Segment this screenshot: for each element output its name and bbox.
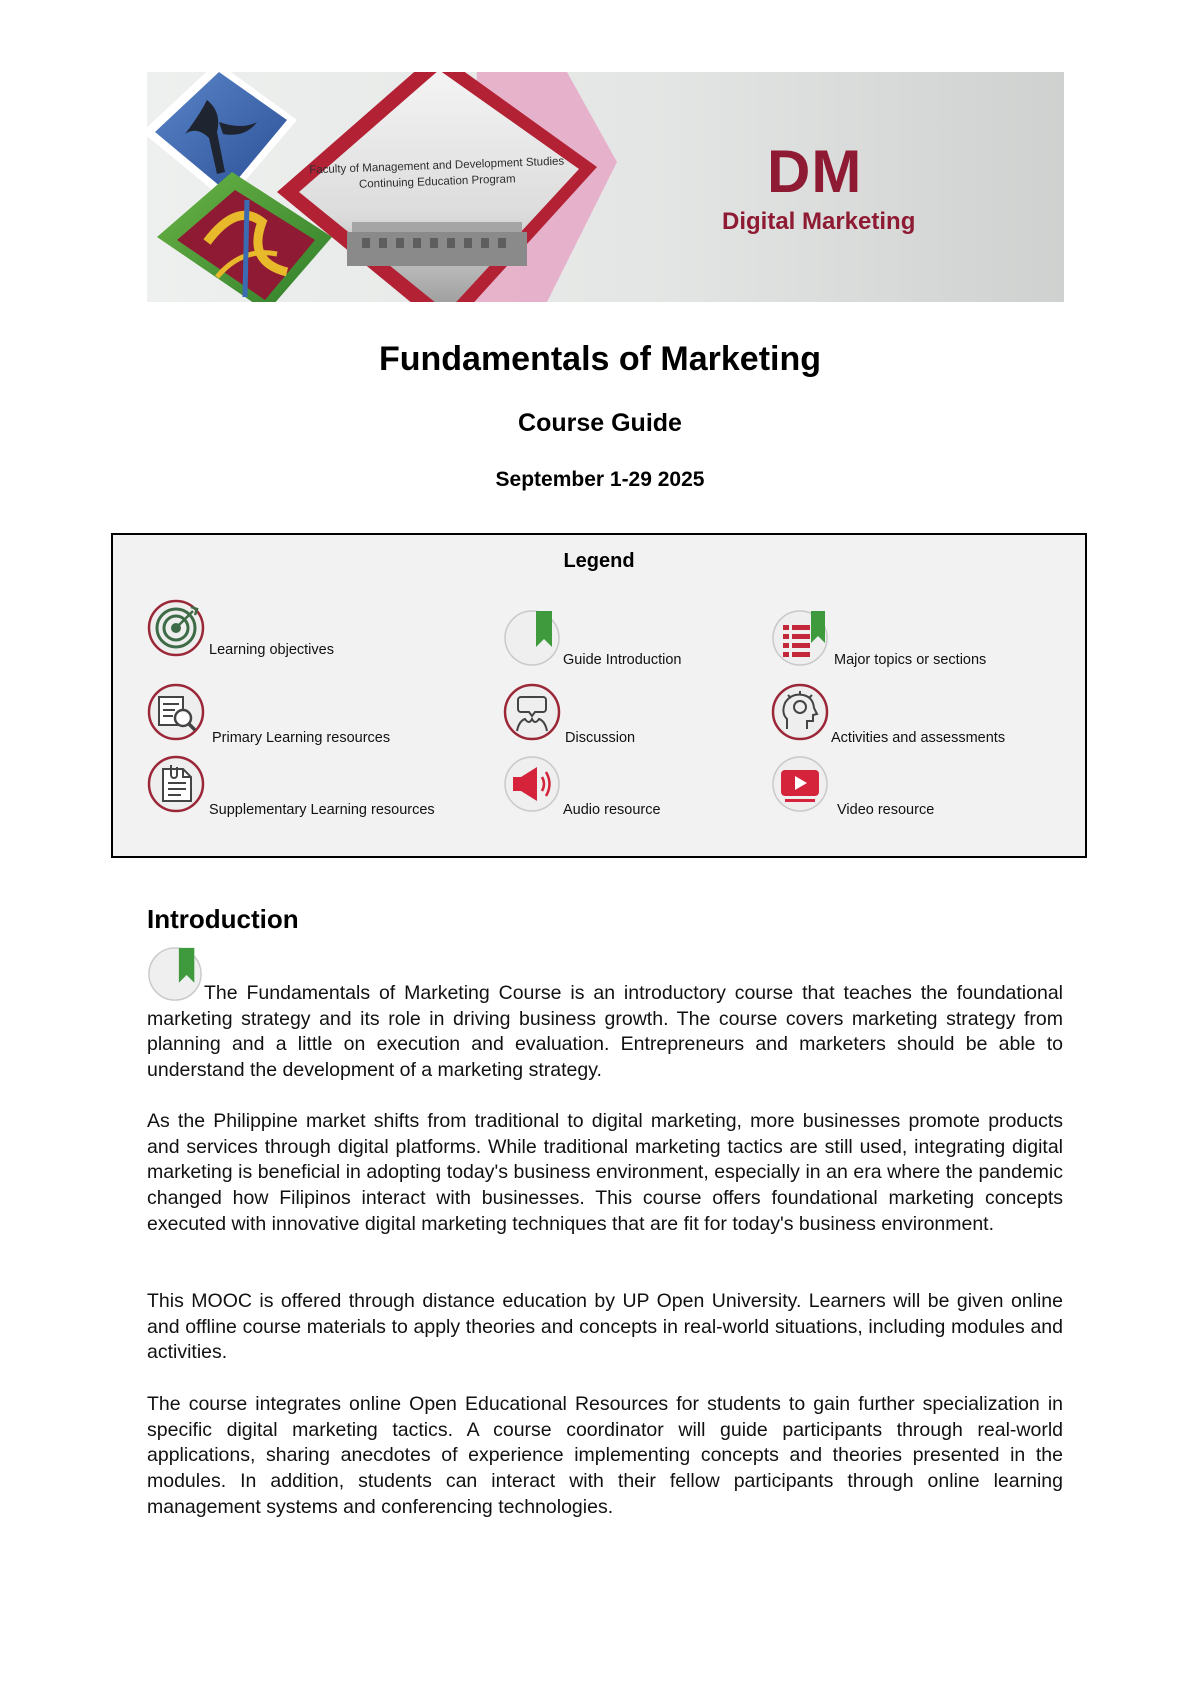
legend-box — [111, 533, 1087, 858]
faculty-line-1: Faculty of Management and Development Studies — [309, 155, 565, 177]
legend-heading: Legend — [563, 550, 635, 572]
legend-label: Activities and assessments — [831, 730, 1006, 746]
discussion-icon — [503, 683, 561, 741]
legend-label: Video resource — [837, 802, 935, 818]
list-icon — [771, 609, 829, 667]
bookmark-icon — [503, 609, 561, 667]
legend-label: Learning objectives — [209, 642, 334, 658]
logo-mark: DM — [767, 138, 863, 205]
header-banner — [147, 72, 1064, 302]
lightbulb-head-icon — [771, 683, 829, 741]
legend-label: Discussion — [565, 730, 636, 746]
course-dates: September 1-29 2025 — [495, 468, 705, 491]
megaphone-icon — [503, 755, 561, 813]
intro-paragraph-3: This MOOC is offered through distance education by UP Open University. Learners will be given online and offline course materials to apply theories and concepts in real-world situations, including modules and activities. — [147, 1290, 1063, 1364]
intro-paragraph-4: The course integrates online Open Educational Resources for students to gain further specialization in specific digital marketing tactics. A course coordinator will guide participants through real-world applications, sharing anecdotes of experience implementing concepts and theories presented in the modules. In addition, students can interact with their fellow participants through online learning management systems and conferencing technologies. — [147, 1393, 1063, 1518]
intro-paragraph-2: As the Philippine market shifts from traditional to digital marketing, more businesses promote products and services through digital platforms. While traditional marketing tactics are still used, integrating digital marketing is beneficial in adopting today's business environment, especially in an era where the pandemic changed how Filipinos interact with businesses. This course offers foundational marketing concepts executed with innovative digital marketing techniques that are fit for today's business environment. — [147, 1110, 1063, 1235]
legend-label: Guide Introduction — [563, 652, 682, 668]
banner-artwork-icon — [147, 72, 1064, 302]
legend-label: Audio resource — [563, 802, 661, 818]
video-play-icon — [771, 755, 829, 813]
faculty-line-2: Continuing Education Program — [358, 173, 516, 191]
logo-text: Digital Marketing — [722, 208, 916, 235]
page-subtitle: Course Guide — [518, 409, 682, 437]
clipboard-icon — [147, 755, 205, 813]
legend-label: Supplementary Learning resources — [209, 802, 435, 818]
legend-label: Major topics or sections — [834, 652, 987, 668]
legend-label: Primary Learning resources — [212, 730, 391, 746]
introduction-heading: Introduction — [147, 904, 299, 934]
intro-paragraph-1: The Fundamentals of Marketing Course is an introductory course that teaches the foundational marketing strategy and its role in driving business growth. The course covers marketing strategy from planning and a little on execution and evaluation. Entrepreneurs and marketers should be able to understand the development of a marketing strategy. — [147, 982, 1063, 1082]
magnifier-document-icon — [147, 683, 205, 741]
page-title: Fundamentals of Marketing — [378, 340, 822, 378]
target-icon — [147, 599, 205, 657]
